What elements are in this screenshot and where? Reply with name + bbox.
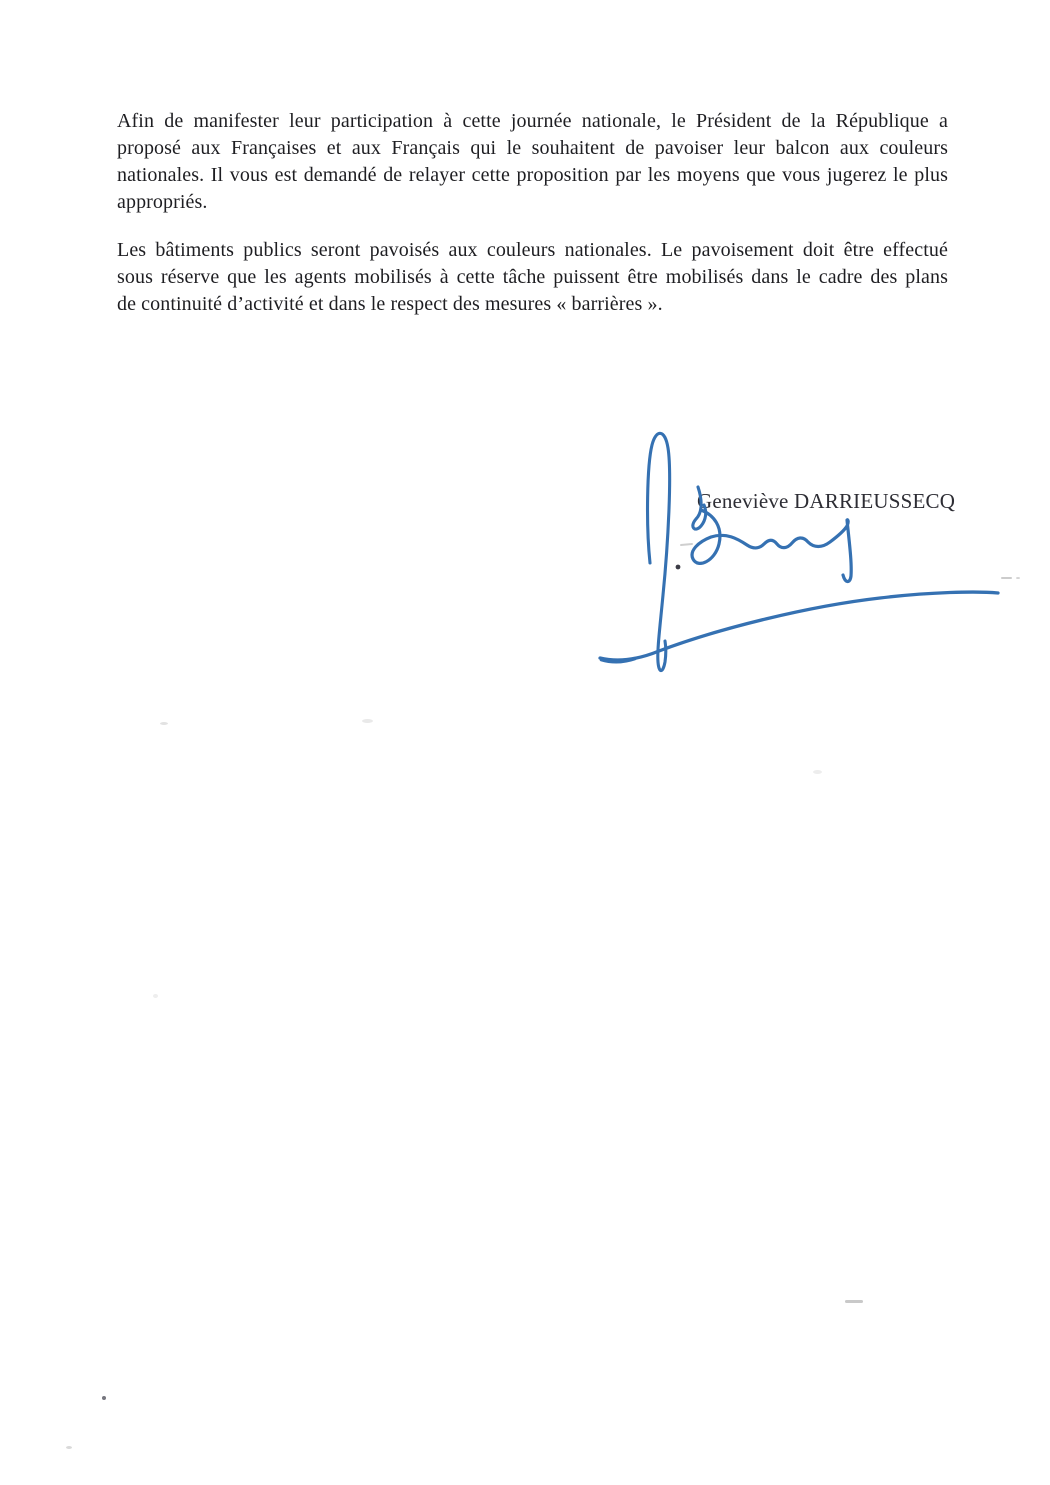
handwritten-signature-ink [575, 415, 1035, 695]
scan-artifact-2 [362, 719, 373, 723]
scan-artifact-3 [813, 770, 822, 774]
scan-artifact-9 [1016, 577, 1020, 579]
scan-artifact-6 [102, 1396, 106, 1400]
paragraph-2-line-2: sous réserve que les agents mobilisés à cette tâche puissent être mobilisés dans le cadre des plans [117, 266, 948, 288]
scan-artifact-4 [153, 994, 158, 998]
scan-artifact-8 [1001, 577, 1012, 579]
signature-pen-dot [676, 565, 681, 570]
scan-artifact-7 [66, 1446, 72, 1449]
signer-name: Geneviève DARRIEUSSECQ [697, 489, 956, 513]
scan-artifact-1 [160, 722, 168, 725]
paragraph-2-line-3: de continuité d’activité et dans le respect des mesures « barrières ». [117, 293, 663, 315]
paragraph-1-line-4: appropriés. [117, 191, 208, 213]
paragraph-1 [117, 108, 948, 216]
paragraph-1-line-2: proposé aux Françaises et aux Français qui le souhaitent de pavoiser leur balcon aux couleurs [117, 137, 948, 159]
signature-faint-dash [681, 544, 692, 545]
paragraph-2 [117, 237, 948, 318]
paragraph-2-line-1: Les bâtiments publics seront pavoisés aux couleurs nationales. Le pavoisement doit être effectué [117, 239, 948, 261]
body-text [117, 108, 948, 318]
scan-artifact-5 [845, 1300, 863, 1303]
signature-stroke-scribble-main [692, 510, 851, 582]
paragraph-1-line-1: Afin de manifester leur participation à cette journée nationale, le Président de la République a [117, 110, 948, 132]
paragraph-1-line-3: nationales. Il vous est demandé de relayer cette proposition par les moyens que vous jugerez le plus [117, 164, 948, 186]
signature-stroke-scribble [693, 487, 706, 529]
signature-stroke-loop [648, 433, 670, 670]
